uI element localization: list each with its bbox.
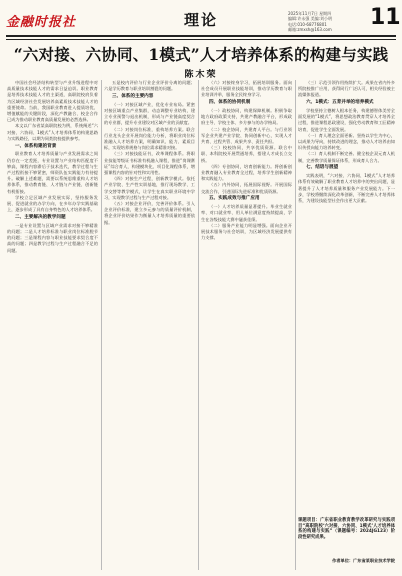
paragraph: （一）育人理念全面更新。坚持以学生为中心，以成果为导向，持续改进的理念，推动人才培养由知识传授向能力培养转变。 bbox=[298, 132, 395, 151]
paragraph: 一是专业设置与区域产业需求对接不够精准的问题；二是人才培养标准与职业岗位标准脱节的问题；三是课程内容与职业技能要求契合度不高的问题；四是教学过程与生产过程融合不足的问题。 bbox=[7, 222, 98, 253]
section-heading: 三、体系的主要内容 bbox=[112, 93, 154, 99]
paragraph: 实践表明，“六对接、六协同、1模式”人才培养体系有效破解了职业教育人才培养中的突出问题，显著提升了人才培养质量和服务产业发展能力。下一步，学校将继续深化改革创新，不断完善人才培养体系，为建设技能型社会作出更大贡献。 bbox=[298, 173, 395, 204]
paragraph: （二）育人机制不断完善。健全校企双元育人机制，完善教学质量保证体系，形成育人合力。 bbox=[298, 151, 395, 163]
article-title: “六对接、六协同、1模式”人才培养体系的构建与实践 bbox=[13, 45, 389, 64]
section-heading: 七、结语与展望 bbox=[306, 165, 339, 171]
paragraph: （一）政校协同，构建保障机制。积极争取地方政府政策支持，共建产教融合平台，形成政府主导、学校主体、多方参与的办学格局。 bbox=[201, 108, 292, 126]
page-number: 11 bbox=[370, 5, 401, 30]
issue-meta bbox=[288, 11, 368, 32]
section-heading: 五、实践成效与推广应用 bbox=[209, 196, 260, 202]
section-heading: 六、1模式：五育并举的培养模式 bbox=[306, 100, 374, 106]
paragraph: 本文以广东省某高职院校为例，系统阐述“六对接、六协同、1模式”人才培养体系的构建思路与实践路径，以期为同类院校提供参考。 bbox=[7, 123, 98, 141]
section-heading: 四、体系的协同机制 bbox=[209, 100, 251, 106]
article-column-3 bbox=[201, 80, 292, 570]
paragraph: （三）示范引领作用持续扩大。成果在省内外多所院校推广应用，获得同行广泛认可，相关经验被主流媒体报道。 bbox=[298, 80, 395, 98]
masthead-logo: 金融时报社 bbox=[6, 14, 77, 30]
paragraph: （四）对接生产过程，创新教学模式。依托产业学院、生产性实训基地，推行现场教学、工学交替等教学模式，让学生在真实职业环境中学习，实现教学过程与生产过程对接。 bbox=[104, 176, 195, 200]
article-column-4 bbox=[298, 80, 395, 490]
paragraph: （六）对接终身学习，拓展培训服务。面向社会成员开展职业技能培训，推动学历教育与职业培训并举，服务全民终身学习。 bbox=[201, 80, 292, 98]
paragraph: （一）对接区域产业，优化专业布局。紧密对接区域重点产业集群，动态调整专业结构，建立专业预警与退出机制，形成与产业链高度契合的专业群，提升专业建设对区域产业的贡献度。 bbox=[104, 101, 195, 126]
paragraph: 中国社会经济结构转型与产业升级进程中对高质量技术技能人才的需求日益迫切。职业教育是培养技术技能人才的主渠道，高职院校肩负着为区域经济社会发展培养高素质技术技能人才的重要使命。当前，我国职业教育进入提质培优、增值赋能的关键阶段，深化产教融合、校企合作已成为推动职业教育高质量发展的必然选择。 bbox=[7, 80, 98, 123]
paragraph: （二）服务产业能力明显增强。面向企业开展技术服务与社会培训，为区域经济发展提供有力支撑。 bbox=[201, 222, 292, 241]
header-rule bbox=[6, 35, 396, 37]
paragraph: （五）对接企业评价，完善评价体系。引入企业评价标准，建立多元参与的质量评价机制，将企业评价结果作为衡量人才培养质量的重要依据。 bbox=[104, 201, 195, 225]
paragraph: （五）内外协同，拓展国际视野。开展国际交流合作，引进国际先进标准和优质资源。 bbox=[201, 182, 292, 194]
section-heading: 二、主要解决的教学问题 bbox=[15, 214, 66, 220]
paragraph: 职业教育人才培养质量与产业发展需求之间仍存在一定差距，专业设置与产业结构匹配度不够高，课程内容滞后于技术迭代，教学过程与生产过程衔接不够紧密，师资队伍实践能力有待提升。破解上述难题，需要以系统思维重构人才培养体系，推动教育链、人才链与产业链、创新链有机衔接。 bbox=[7, 151, 98, 194]
paragraph: 学校坚持立德树人根本任务，构建德智体美劳全面发展的“1模式”，将思想政治教育贯穿人才培养全过程，推进课程思政建设，强化劳动教育和工匠精神培育，促进学生全面发展。 bbox=[298, 108, 395, 132]
issue-email: 邮箱:zmxsh@163.com bbox=[288, 26, 332, 32]
article-author: 陈木荣 bbox=[184, 70, 218, 80]
issue-date: 2025年11月7日 星期四 bbox=[288, 11, 332, 16]
paragraph: 学校立足区域产业发展实际，坚持服务发展、促进就业的办学方向，在多年办学实践基础上，逐步形成了具有自身特色的人才培养体系。 bbox=[7, 194, 98, 213]
paragraph: （一）人才培养质量显著提升。毕业生就业率、对口就业率、用人单位满意度持续提高，学生在各级技能大赛中屡获佳绩。 bbox=[201, 204, 292, 222]
paragraph: （三）校校协同，共享优质资源。联合中职、本科院校开展贯通培养，搭建人才成长立交桥。 bbox=[201, 145, 292, 163]
paragraph: （二）对接岗位标准，重构培养方案。联合行业龙头企业开展岗位能力分析，将职业岗位标准融入人才培养方案，明确知识、能力、素质目标，实现培养规格与岗位需求精准对接。 bbox=[104, 126, 195, 151]
paragraph: 五是校内评价与行业企业评价分离的问题；六是学历教育与职业培训割裂的问题。 bbox=[104, 80, 195, 92]
header-rule-thin bbox=[6, 39, 396, 40]
paragraph: （四）专创协同，培育创新能力。将创新创业教育融入专业教育全过程，培养学生创新精神和实践能力。 bbox=[201, 163, 292, 182]
article-column-1 bbox=[7, 80, 98, 570]
section-heading: 一、体系构建的背景 bbox=[15, 143, 57, 149]
issue-editor: 编辑:许永强 美编:刘小明 bbox=[288, 16, 332, 22]
paragraph: （三）对接技能证书，改革课程体系。将职业技能等级证书标准有机融入课程，推进“岗课赛证”综合育人，构建模块化、项目化课程体系，增强课程内容的针对性和实用性。 bbox=[104, 151, 195, 176]
section-title: 理论 bbox=[184, 11, 219, 29]
issue-phone: 电话:010-68776801 bbox=[288, 21, 327, 27]
author-affiliation: 作者单位：广东省某职业技术学院 bbox=[332, 558, 395, 563]
project-note: 课题项目：广东省职业教育教学改革研究与实践项目“高职院校‘六对接、六协同、1模式’人才培养体系的构建与实践”（课题编号：2024JG123）阶段性研究成果。 bbox=[298, 518, 395, 540]
paragraph: （二）校企协同，共建育人平台。与行业领军企业共建产业学院、协同创新中心，实现人才共育、过程共管、成果共享、责任共担。 bbox=[201, 126, 292, 145]
masthead bbox=[6, 9, 76, 31]
article-column-2 bbox=[104, 80, 195, 570]
